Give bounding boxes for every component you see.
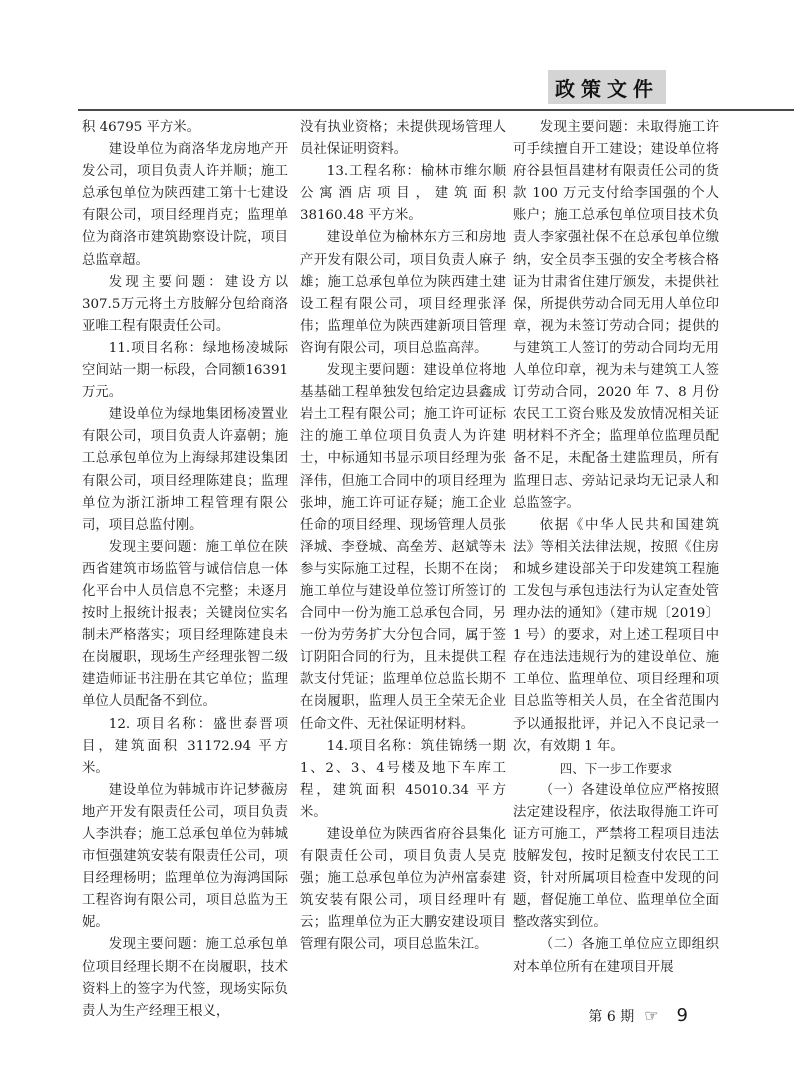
- paragraph: 没有执业资格；未提供现场管理人员社保证明资料。: [300, 120, 506, 158]
- paragraph: 14.项目名称：筑佳锦绣一期1、2、3、4号楼及地下车库工程，建筑面积 45010.34 平方米。: [300, 738, 506, 820]
- paragraph: （一）各建设单位应严格按照法定建设程序，依法取得施工许可证方可施工，严禁将工程项目违法肢解发包，按时足额支付农民工工资，针对所属项目检查中发现的问题，督促施工单位、监理单位全面整改落实到位。: [513, 782, 719, 931]
- paragraph: 12. 项目名称：盛世泰晋项目，建筑面积 31172.94 平方米。: [82, 716, 288, 776]
- pointing-hand-icon: ☞: [644, 1006, 659, 1025]
- paragraph: 建设单位为陕西省府谷县集化有限责任公司，项目负责人吴克强；施工总承包单位为泸州富泰建筑安装有限公司，项目经理叶有云；监理单位为正大鹏安建设项目管理有限公司，项目总监朱江。: [300, 827, 506, 953]
- paragraph: 依据《中华人民共和国建筑法》等相关法律法规，按照《住房和城乡建设部关于印发建筑工程施工发包与承包违法行为认定查处管理办法的通知》（建市规〔2019〕1 号）的要求，对上述工程项目中存在违法违规行为的建设单位、施工单位、监理单位、项目经理和项目总监等相关人员，在全省范围内予以通报批评，并记入不良记录一次，有效期 1 年。: [513, 517, 719, 754]
- header-rule: [78, 109, 794, 111]
- paragraph: （二）各施工单位应立即组织对本单位所有在建项目开展: [513, 937, 719, 975]
- paragraph: 建设单位为绿地集团杨凌置业有限公司，项目负责人许嘉朝；施工总承包单位为上海绿邦建设集团有限公司，项目经理陈建良；监理单位为浙江浙坤工程管理有限公司，项目总监付刚。: [82, 407, 288, 533]
- text-column-3: [513, 117, 719, 979]
- paragraph: 发现主要问题：建设方以307.5万元将土方肢解分包给商洛亚唯工程有限责任公司。: [82, 274, 288, 334]
- section-title: 政策文件: [555, 76, 659, 101]
- paragraph: 发现主要问题：施工单位在陕西省建筑市场监管与诚信信息一体化平台中人员信息不完整；未逐月按时上报统计报表；关键岗位实名制未严格落实；项目经理陈建良未在岗履职，现场生产经理张智二级建造师证书注册在其它单位；监理单位人员配备不到位。: [82, 539, 288, 710]
- section-banner: [548, 70, 666, 104]
- section-subheading: 四、下一步工作要求: [559, 760, 673, 776]
- paragraph: 发现主要问题：建设单位将地基基础工程单独发包给定边县鑫成岩土工程有限公司；施工许可证标注的施工单位项目负责人为许建士，中标通知书显示项目经理为张泽伟，但施工合同中的项目经理为张坤，施工许可证存疑；施工企业任命的项目经理、现场管理人员张泽城、李登城、高垒芳、赵斌等未参与实际施工过程，长期不在岗；施工单位与建设单位签订所签订的合同中一份为施工总承包合同，另一份为劳务扩大分包合同，属于签订阴阳合同的行为，且未提供工程款支付凭证；监理单位总监长期不在岗履职，监理人员王全荣无企业任命文件、无社保证明材料。: [300, 363, 506, 732]
- page-number: 9: [676, 1005, 688, 1026]
- paragraph: 建设单位为商洛华龙房地产开发公司，项目负责人许并顺；施工总承包单位为陕西建工第十七建设有限公司，项目经理肖克；监理单位为商洛市建筑勘察设计院，项目总监章超。: [82, 142, 288, 268]
- paragraph: 建设单位为韩城市许记梦薇房地产开发有限责任公司，项目负责人李洪春；施工总承包单位为韩城市恒强建筑安装有限责任公司，项目经理杨明；监理单位为海鸿国际工程咨询有限公司，项目总监为王妮。: [82, 782, 288, 931]
- paragraph: 发现主要问题：施工总承包单位项目经理长期不在岗履职，技术资料上的签字为代签，现场实际负责人为生产经理王根义，: [82, 937, 288, 1019]
- page-footer: [588, 1005, 688, 1026]
- paragraph: 11.项目名称：绿地杨凌城际空间站一期一标段，合同额16391万元。: [82, 340, 288, 401]
- paragraph: 积 46795 平方米。: [82, 120, 201, 135]
- issue-label: 第 6 期: [588, 1008, 635, 1025]
- paragraph: 建设单位为榆林东方三和房地产开发有限公司，项目负责人麻子雄；施工总承包单位为陕西建土建设工程有限公司，项目经理张泽伟；监理单位为陕西建新项目管理咨询有限公司，项目总监高萍。: [300, 230, 506, 356]
- text-column-2: [300, 117, 506, 957]
- text-column-1: [82, 117, 288, 1023]
- paragraph: 13.工程名称：榆林市维尔顺公寓酒店项目，建筑面积 38160.48 平方米。: [300, 164, 506, 224]
- paragraph: 发现主要问题：未取得施工许可手续擅自开工建设；建设单位将府谷县恒昌建材有限责任公司的货款 100 万元支付给李国强的个人账户；施工总承包单位项目技术负责人李家强社保不在总承包单位缴纳，安全员李玉强的安全考核合格证为甘肃省住建厅颁发，未提供社保，所提供劳动合同无用人单位印章，视为未签订劳动合同；提供的与建筑工人签订的劳动合同均无用人单位印章，视为未与建筑工人签订劳动合同，2020 年 7、8 月份农民工工资台账及发放情况相关证明材料不齐全；监理单位监理员配备不足，未配备土建监理员，所有监理日志、旁站记录均无记录人和总监签字。: [513, 120, 719, 511]
